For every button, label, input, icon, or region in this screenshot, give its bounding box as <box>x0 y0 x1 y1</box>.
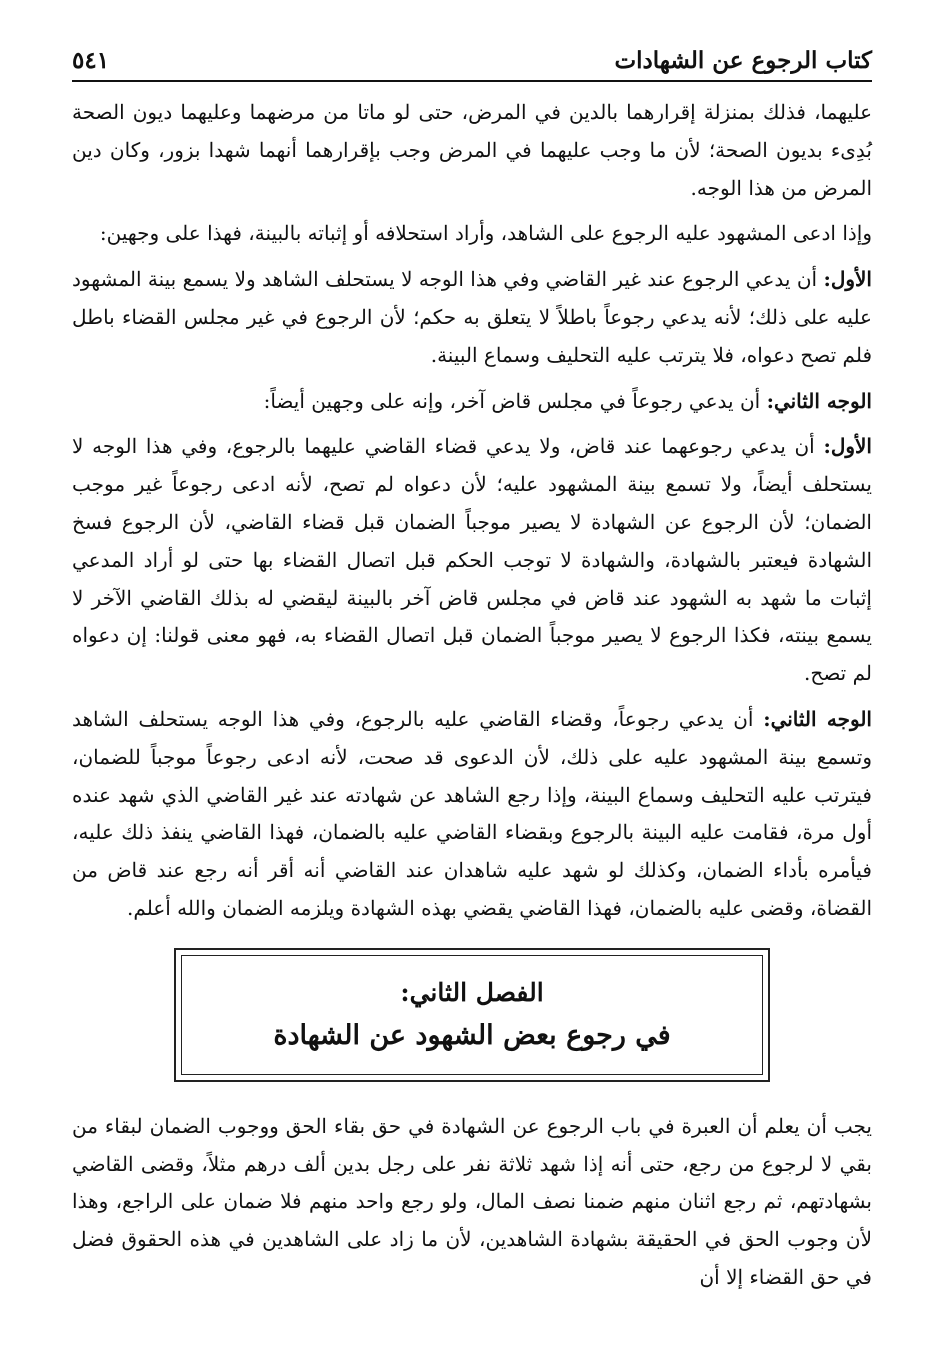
paragraph-4 <box>72 383 872 421</box>
paragraph-5-lead: الأول: <box>823 434 872 459</box>
paragraph-4-text: أن يدعي رجوعاً في مجلس قاض آخر، وإنه على وجهين أيضاً: <box>263 388 767 413</box>
chapter-title: الفصل الثاني: <box>400 977 544 1007</box>
paragraph-4-lead: الوجه الثاني: <box>766 388 872 413</box>
chapter-subtitle: في رجوع بعض الشهود عن الشهادة <box>273 1019 671 1051</box>
paragraph-2-text: وإذا ادعى المشهود عليه الرجوع على الشاهد، وأراد استحلافه أو إثباته بالبينة، فهذا على وجهين: <box>99 221 872 246</box>
paragraph-2 <box>72 215 872 253</box>
body-text <box>72 94 872 1297</box>
chapter-heading-box <box>174 948 770 1082</box>
paragraph-5 <box>72 428 872 693</box>
paragraph-5-text: أن يدعي رجوعهما عند قاض، ولا يدعي قضاء القاضي عليهما بالرجوع، وفي هذا الوجه لا يستحلف أيضاً، ولا تسمع بينة المشهود عليه؛ لأن دعواه لم تصح، لأنه ادعى رجوعاً غير موجب الضمان؛ لأن الرجوع عن الشهادة لا يصير موجباً الضمان قبل قضاء القاضي، لأن الرجوع فسخ الشهادة فيعتبر بالشهادة، والشهادة لا توجب الحكم قبل اتصال القضاء بها حتى لو أراد المدعي إثبات ما شهد به الشهود عند قاض في مجلس قاض آخر بالبينة ليقضي له بذلك القاضي الآخر لا يسمع بينته، فكذا الرجوع لا يصير موجباً الضمان قبل اتصال القضاء به، فهو معنى قولنا: إن دعواه لم تصح. <box>72 434 872 686</box>
closing-paragraph-text: يجب أن يعلم أن العبرة في باب الرجوع عن الشهادة في حق بقاء الحق ووجوب الضمان لبقاء من بقي لا لرجوع من رجع، حتى أنه إذا شهد ثلاثة نفر على رجل بدين ألف درهم مثلاً، وقضى القاضي بشهادتهم، ثم رجع اثنان منهم ضمنا نصف المال، ولو رجع واحد منهم فلا ضمان على الراجع، وهذا لأن وجوب الحق في الحقيقة بشهادة الشاهدين، لأن ما زاد على الشاهدين في هذه الحقوق فضل في حق القضاء إلا أن <box>72 1113 872 1289</box>
paragraph-6 <box>72 701 872 928</box>
paragraph-3-text: أن يدعي الرجوع عند غير القاضي وفي هذا الوجه لا يستحلف الشاهد ولا يسمع بينة المشهود عليه على ذلك؛ لأنه يدعي رجوعاً باطلاً لا يتعلق به حكم؛ لأن الرجوع في غير مجلس القضاء باطل فلم تصح دعواه، فلا يترتب عليه التحليف وسماع البينة. <box>72 267 872 367</box>
paragraph-3-lead: الأول: <box>823 267 872 292</box>
paragraph-3 <box>72 261 872 374</box>
book-page <box>72 34 872 1354</box>
chapter-heading-inner-frame <box>181 955 763 1075</box>
running-title: كتاب الرجوع عن الشهادات <box>614 47 872 74</box>
paragraph-6-lead: الوجه الثاني: <box>763 706 872 731</box>
paragraph-1 <box>72 94 872 207</box>
closing-paragraph <box>72 1108 872 1297</box>
page-number: ٥٤١ <box>72 47 110 74</box>
page-header <box>72 34 872 82</box>
paragraph-6-text: أن يدعي رجوعاً، وقضاء القاضي عليه بالرجوع، وفي هذا الوجه يستحلف الشاهد وتسمع بينة المشهود عليه على ذلك، لأن الدعوى قد صحت، لأنه ادعى رجوعاً موجباً للضمان، فيترتب عليه التحليف وسماع البينة، وإذا رجع الشاهد عن شهادته عند غير القاضي الذي شهد عنده أول مرة، فقامت عليه البينة بالرجوع وبقضاء القاضي عليه بالضمان، فهذا القاضي ينفذ ذلك عليه، فيأمره بأداء الضمان، وكذلك لو شهد عليه شاهدان عند القاضي أنه أقر أنه رجع عند قاض من القضاة، وقضى عليه بالضمان، فهذا القاضي يقضي بهذه الشهادة ويلزمه الضمان والله أعلم. <box>72 706 872 920</box>
paragraph-1-text: عليهما، فذلك بمنزلة إقرارهما بالدين في المرض، حتى لو ماتا من مرضهما وعليهما ديون الصحة بُدِىء بديون الصحة؛ لأن ما وجب عليهما في المرض وجب بإقرارهما أنهما شهدا بزور، وكان دين المرض من هذا الوجه. <box>72 100 872 200</box>
